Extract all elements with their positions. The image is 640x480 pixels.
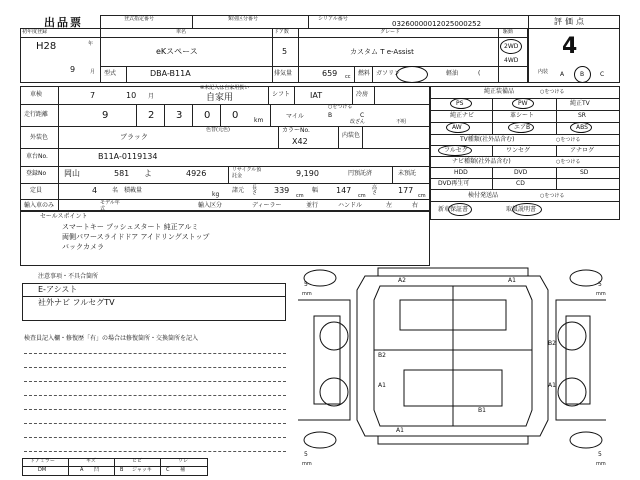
sales-line-2: 両側パワースライドドア アイドリングストップ xyxy=(62,233,210,241)
recycle-undeposited: 未預託 xyxy=(398,170,417,177)
capacity-unit: 名 xyxy=(112,187,119,194)
door-count: 5 xyxy=(282,47,288,56)
legend-h2: キズ xyxy=(86,458,96,464)
registry-label: 登式指定番号 xyxy=(124,16,155,22)
use-type: 自家用 xyxy=(206,93,234,103)
width-unit: cm xyxy=(358,193,366,199)
year-unit: 年 xyxy=(88,41,94,47)
height-unit: cm xyxy=(418,193,426,199)
equip-navi: 純正ナビ xyxy=(450,112,475,119)
model-label: 型式 xyxy=(104,70,117,77)
mileage-label: 走行距離 xyxy=(24,111,49,118)
notes-title: 注意事項・不具合箇所 xyxy=(38,273,99,280)
model-year-label: モデル年式 xyxy=(100,200,120,212)
equipment-note: ○をつける xyxy=(540,89,565,95)
legend-h1: ドアミラー xyxy=(30,458,55,464)
legend-c7: 補 xyxy=(180,467,186,473)
width-label: 幅 xyxy=(312,187,319,194)
displacement: 659 xyxy=(322,69,338,78)
mark-b2-right: B2 xyxy=(548,340,556,347)
evaluation-label: 評価点 xyxy=(554,17,587,26)
equip-aw-circle xyxy=(446,122,470,133)
chassis-number: B11A-0119134 xyxy=(98,152,158,161)
mile-label: マイル xyxy=(286,113,304,120)
reg-class: 581 xyxy=(114,169,130,178)
inspection-label: 車検 xyxy=(30,91,43,98)
legend-c2: A xyxy=(80,467,84,473)
color-code-header: カラーNo. xyxy=(282,127,310,134)
shift: IAT xyxy=(310,91,323,100)
recycle-deposited: 円預託済 xyxy=(348,170,373,177)
length: 339 xyxy=(274,186,290,195)
import-class-label: 輸入区分 xyxy=(198,202,223,209)
class-label: 類別区分番号 xyxy=(228,16,259,22)
extra-warranty: 新車保証書 xyxy=(438,206,469,213)
tire-fl-unit: mm xyxy=(302,291,312,297)
legend-c6: C xyxy=(166,467,170,473)
sales-label: セールスポイント xyxy=(40,213,88,220)
extra-note: ○をつける xyxy=(540,193,565,199)
tire-rr-unit: mm xyxy=(596,461,606,467)
legend-c3: 凹 xyxy=(94,467,100,473)
equip-aw: AW xyxy=(452,124,462,131)
km-unit: km xyxy=(254,117,264,124)
fuel-gasoline: ガソリン xyxy=(376,70,401,77)
tv-fullseg-circle xyxy=(438,145,472,156)
equip-leather: 革シート xyxy=(510,112,535,119)
serial-label: シリアル番号 xyxy=(318,16,348,22)
legend-h4: ワレ xyxy=(178,458,189,464)
dim-label: 諸元 xyxy=(232,187,245,194)
mark-b2-left: B2 xyxy=(378,352,386,359)
navi-note: ○をつける xyxy=(556,159,581,165)
extra-manual: 取扱説明書 xyxy=(506,206,537,213)
option-note-mileage: ○をつける xyxy=(328,104,353,110)
extra-title: 検付発送品 xyxy=(468,192,499,199)
inspector-title: 検査員記入欄・修復歴「有」の場合は修復箇所・交換箇所を記入 xyxy=(24,335,199,342)
displacement-label: 排気量 xyxy=(274,70,293,77)
mark-a1-top: A1 xyxy=(508,277,516,284)
first-reg-year: H28 xyxy=(36,41,57,52)
equipment-title: 純正装備品 xyxy=(484,88,515,95)
form-title: 出品票 xyxy=(44,16,83,29)
mileage-tampered: 改ざん xyxy=(350,119,366,125)
sales-line-1: スマートキー プッシュスタート 純正アルミ xyxy=(62,223,199,231)
tv-analog: アナログ xyxy=(570,147,595,154)
mark-a1-right: A1 xyxy=(548,382,556,389)
handle-left: 左 xyxy=(386,202,393,209)
equip-ps: PS xyxy=(456,100,464,107)
notes-line-2: 社外ナビ フルセグTV xyxy=(38,298,115,307)
handle-label: ハンドル xyxy=(338,202,363,209)
mileage-unknown: 不明 xyxy=(396,119,407,125)
equip-abs: ABS xyxy=(576,124,588,131)
mileage-digit-5: 0 xyxy=(232,110,239,121)
interior-label: 内装 xyxy=(538,69,549,75)
height: 177 xyxy=(398,186,414,195)
fuel-gasoline-circle xyxy=(396,66,428,83)
capacity-label: 定員 xyxy=(30,187,43,194)
grade-label: グレード xyxy=(380,29,401,35)
fuel-label: 燃料 xyxy=(358,70,371,77)
reg-label: 登録No xyxy=(26,170,47,177)
navi-title: ナビ種類(社外品含む) xyxy=(452,158,511,165)
drive-label: 駆動 xyxy=(503,29,514,35)
reg-kana: よ xyxy=(144,169,152,178)
mileage-digit-3: 3 xyxy=(176,110,183,121)
navi-cd: CD xyxy=(516,180,525,187)
height-label: 高さ xyxy=(372,185,378,196)
tire-fr-unit: mm xyxy=(596,291,606,297)
width: 147 xyxy=(336,186,352,195)
cc-unit: cc xyxy=(345,74,351,80)
ext-color: ブラック xyxy=(120,133,148,141)
model-code: DBA-B11A xyxy=(150,69,191,78)
extra-warranty-circle xyxy=(448,203,472,216)
equip-ps-circle xyxy=(450,98,472,109)
interior-b-circle xyxy=(574,66,591,83)
fuel-other: ( xyxy=(478,70,481,77)
mark-a2: A2 xyxy=(398,277,406,284)
legend-c5: ジャッキ xyxy=(132,467,152,473)
interior-a: A xyxy=(560,71,565,78)
sales-line-3: バックカメラ xyxy=(62,243,104,251)
mileage-digit-1: 9 xyxy=(102,110,109,121)
recycle-label: リサイクル預託金 xyxy=(232,167,262,179)
navi-sd: SD xyxy=(580,169,589,176)
tire-rl-unit: mm xyxy=(302,461,312,467)
tire-fr: 5 xyxy=(598,281,602,288)
drive-2wd-circle xyxy=(500,39,522,54)
inspection-month: 7 xyxy=(90,91,96,100)
equip-airbag-circle xyxy=(508,122,534,133)
first-reg-label: 初年度登録 xyxy=(22,29,48,35)
reg-region: 岡山 xyxy=(64,169,80,178)
car-name: eKスペース xyxy=(156,47,198,56)
drive-4wd: 4WD xyxy=(504,57,519,64)
length-unit: cm xyxy=(296,193,304,199)
mark-b1: B1 xyxy=(478,407,486,414)
extra-manual-circle xyxy=(512,203,542,216)
chassis-label: 車台No. xyxy=(26,153,48,160)
tire-rr: 5 xyxy=(598,451,602,458)
navi-dvd-play: DVD再生可 xyxy=(438,180,470,187)
equip-pw: PW xyxy=(518,100,528,107)
first-reg-month: 9 xyxy=(70,65,76,74)
int-color-label: 内装色 xyxy=(342,132,361,139)
tire-fl: 5 xyxy=(304,281,308,288)
interior-b: B xyxy=(580,71,585,78)
inspection-unit: 月 xyxy=(148,93,155,100)
load-unit: kg xyxy=(212,191,220,198)
equip-abs-circle xyxy=(570,122,592,133)
inspection-day: 10 xyxy=(126,91,137,100)
tv-oneseg: ワンセグ xyxy=(506,147,531,154)
car-name-label: 車名 xyxy=(176,29,187,35)
drive-2wd: 2WD xyxy=(504,43,519,50)
grade: カスタム T e-Assist xyxy=(350,48,414,56)
mileage-c: C xyxy=(360,112,365,119)
ext-color-label: 外装色 xyxy=(30,134,49,141)
month-unit: 月 xyxy=(90,69,96,75)
shift-label: シフト xyxy=(272,91,291,98)
legend-h3: ヒビ xyxy=(132,458,143,464)
door-label: ドア数 xyxy=(274,29,289,35)
legend-c1: DM xyxy=(38,467,47,473)
color-change-label: 色替(元色) xyxy=(206,127,230,133)
load-label: 積載量 xyxy=(124,187,143,194)
serial-number: 0326000001202500025​2 xyxy=(392,20,482,28)
equip-tv: 純正TV xyxy=(570,100,590,107)
mark-a1-rear: A1 xyxy=(396,427,404,434)
tv-title: TV種類(社外品含む) xyxy=(460,136,515,143)
navi-dvd: DVD xyxy=(514,169,528,176)
tire-rl: 5 xyxy=(304,451,308,458)
reg-plate: 4926 xyxy=(186,169,207,178)
fuel-diesel: 軽油 xyxy=(446,70,459,77)
legend-c4: B xyxy=(120,467,124,473)
import-dealer: ディーラー xyxy=(252,202,282,209)
equip-pw-circle xyxy=(512,98,534,109)
import-label: 輸入車のみ xyxy=(24,202,55,209)
interior-c: C xyxy=(600,71,605,78)
notes-line-1: E-アシスト xyxy=(38,285,78,294)
import-parallel: 並行 xyxy=(306,202,319,209)
evaluation-score: 4 xyxy=(562,34,578,59)
navi-hdd: HDD xyxy=(454,169,468,176)
color-code: X42 xyxy=(292,137,308,146)
tv-fullseg: フルセグ xyxy=(444,147,468,154)
use-note: ※未記入は自家用扱い xyxy=(200,85,250,91)
equip-airbag: エアB xyxy=(514,124,531,131)
mileage-digit-2: 2 xyxy=(148,110,155,121)
mileage-digit-4: 0 xyxy=(204,110,211,121)
recycle-amount: 9,190 xyxy=(296,169,319,178)
mileage-b: B xyxy=(328,112,333,119)
tv-note: ○をつける xyxy=(556,137,581,143)
ac-label: 冷房 xyxy=(356,91,369,98)
equip-sr: SR xyxy=(578,112,586,119)
handle-right: 右 xyxy=(412,202,419,209)
capacity: 4 xyxy=(92,186,98,195)
mark-a1-left: A1 xyxy=(378,382,386,389)
length-label: 長さ xyxy=(252,185,258,196)
